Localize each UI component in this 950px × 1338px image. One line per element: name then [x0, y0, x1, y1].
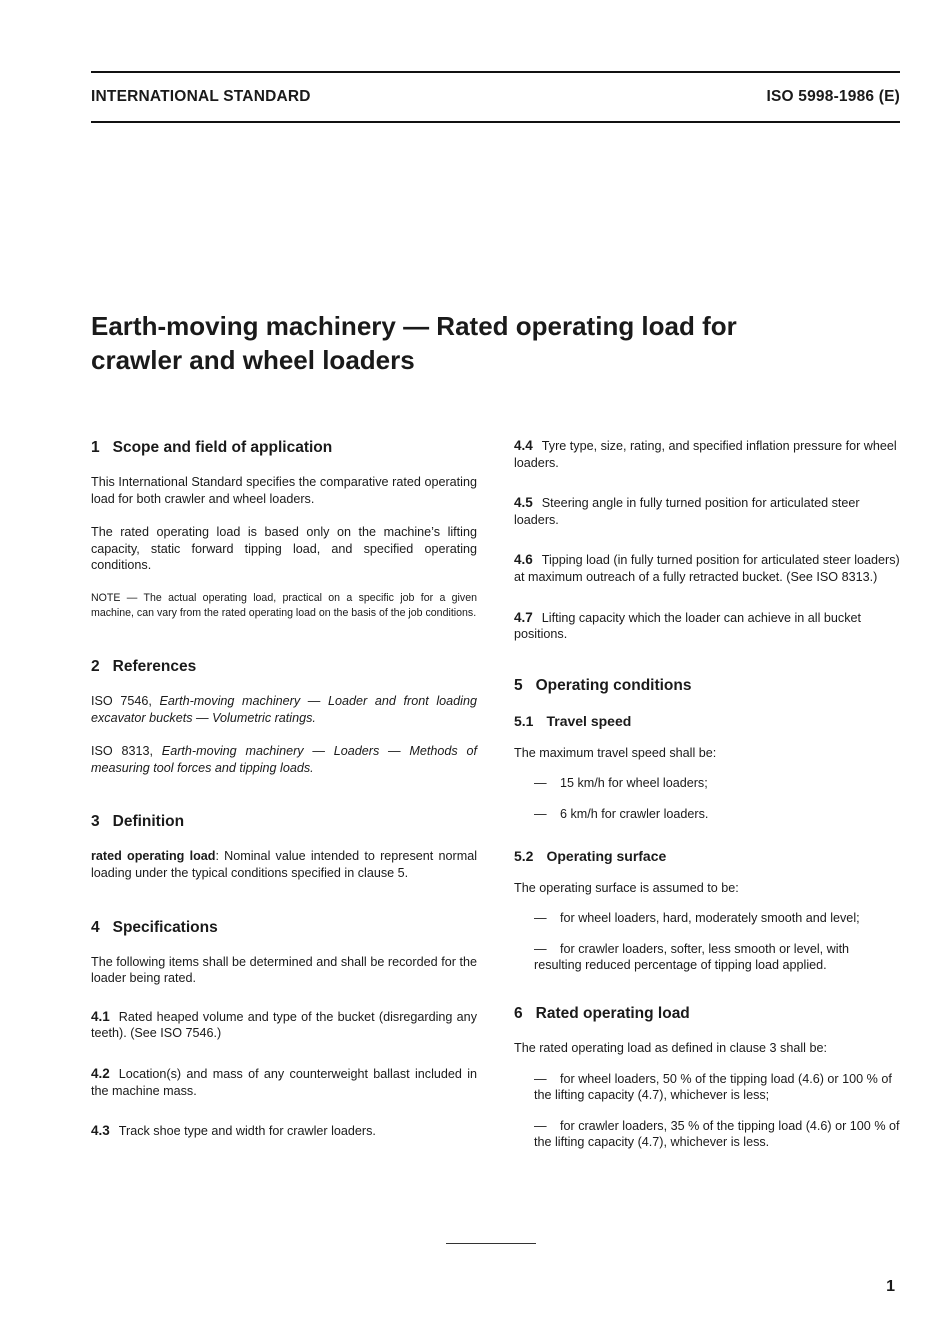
left-column [91, 438, 477, 1157]
section-1-note: NOTE — The actual operating load, practical on a specific job for a given machine, can vary from the rated operating load on the basis of the job conditions. [91, 591, 477, 619]
section-1-heading: 1 Scope and field of application [91, 439, 333, 456]
section-4-intro: The following items shall be determined and shall be recorded for the loader being rated. [91, 954, 477, 986]
section-5-1-intro: The maximum travel speed shall be: [514, 745, 717, 760]
section-6-heading: 6 Rated operating load [514, 1004, 690, 1022]
header-right: ISO 5998-1986 (E) [766, 88, 900, 105]
section-1-para-2: The rated operating load is based only on the machine’s lifting capacity, static forward tipping load, and specified operating conditions. [91, 525, 477, 573]
clause-4-5: 4.5 Steering angle in fully turned position for articulated steer loaders. [514, 495, 860, 527]
definition: rated operating load: Nominal value intended to represent normal loading under the typical conditions specified in clause 5. [91, 849, 477, 880]
section-1-para-1: This International Standard specifies the comparative rated operating load for both crawler and wheel loaders. [91, 475, 477, 506]
clause-4-6: 4.6 Tipping load (in fully turned position for articulated steer loaders) at maximum outreach of a fully retracted bucket. (See ISO 8313.) [514, 552, 900, 584]
section-5-1-heading: 5.1 Travel speed [514, 712, 632, 729]
section-3-heading: 3 Definition [91, 813, 185, 831]
header-rule-top [91, 71, 900, 73]
footer-rule [446, 1243, 536, 1244]
section-4-heading: 4 Specifications [91, 918, 218, 936]
header-left: INTERNATIONAL STANDARD [91, 88, 311, 105]
section-5-2-intro: The operating surface is assumed to be: [514, 880, 739, 895]
surface-item-2: — for crawler loaders, softer, less smooth or level, with resulting reduced percentage of tipping load applied. [534, 941, 850, 973]
clause-4-1: 4.1 Rated heaped volume and type of the bucket (disregarding any teeth). (See ISO 7546.) [91, 1008, 477, 1041]
page-number: 1 [886, 1278, 895, 1295]
speed-item-1: — 15 km/h for wheel loaders; [534, 776, 708, 791]
right-column [514, 438, 900, 1168]
document-title: Earth-moving machinery — Rated operating load for crawler and wheel loaders [91, 311, 737, 375]
section-5-heading: 5 Operating conditions [514, 676, 692, 694]
clause-4-7: 4.7 Lifting capacity which the loader can achieve in all bucket positions. [514, 609, 862, 642]
section-5-2-heading: 5.2 Operating surface [514, 847, 667, 864]
surface-item-1: — for wheel loaders, hard, moderately smooth and level; [534, 911, 860, 926]
reference-2: ISO 8313, Earth-moving machinery — Loaders — Methods of measuring tool forces and tipping loads. [91, 744, 478, 775]
clause-4-4: 4.4 Tyre type, size, rating, and specified inflation pressure for wheel loaders. [514, 438, 897, 470]
header-rule-bottom [91, 121, 900, 123]
load-item-2: — for crawler loaders, 35 % of the tipping load (4.6) or 100 % of the lifting capacity (4.7), whichever is less. [534, 1118, 900, 1150]
clause-4-3: 4.3 Track shoe type and width for crawler loaders. [91, 1123, 376, 1139]
speed-item-2: — 6 km/h for crawler loaders. [534, 806, 709, 821]
section-6-intro: The rated operating load as defined in clause 3 shall be: [514, 1040, 827, 1055]
clause-4-2: 4.2 Location(s) and mass of any counterweight ballast included in the machine mass. [91, 1065, 477, 1098]
section-2-heading: 2 References [91, 657, 197, 675]
reference-1: ISO 7546, Earth-moving machinery — Loader and front loading excavator buckets — Volumetric ratings. [91, 693, 477, 725]
load-item-1: — for wheel loaders, 50 % of the tipping load (4.6) or 100 % of the lifting capacity (4.7), whichever is less; [534, 1071, 892, 1103]
